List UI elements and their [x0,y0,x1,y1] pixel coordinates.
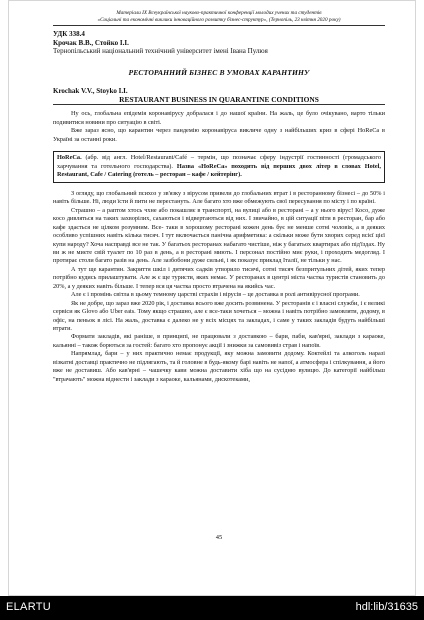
handle-identifier: hdl:lib/31635 [355,601,418,613]
article-title-ua: РЕСТОРАННИЙ БІЗНЕС В УМОВАХ КАРАНТИНУ [128,67,310,77]
conference-header-line: Матеріали ІХ Всеукраїнської науково-практичної конференції молодих учених та студентів [116,10,322,16]
paragraph: А тут ще карантин. Закриття шкіл і дитячих садків утворило тисячі, сотні тисяч безпритульних дітей, яких тепер потрібно кудись прилаштувати. Але ж є ще туристи, яких немає. У ресторанах в центрі міста частка туристів становить до 20%, а у деяких навіть більше. І тепер вся ця частка просто втрачена на якийсь час. [53,265,385,290]
authors-ua: Крочак В.В., Стойко І.І. [53,38,129,47]
paragraph: Ну ось, глобальна епідемія коронавірусу добралася і до нашої країни. На жаль, це було очікувано, варто тільки подивитися новини про ситуацію в світі. [53,110,385,126]
box-name-origin: Назва «HoReCa» походить від перших двох літер в словах Hotel, Restaurant, Cafe / Catering (готель – ресторан – кафе / кейтерінг). [57,162,381,179]
article-title-en: RESTAURANT BUSINESS IN QUARANTINE CONDITIONS [53,95,385,105]
affiliation: Тернопільський національний технічний університет імені Івана Пулюя [53,47,268,56]
udk-code: УДК 338.4 [53,30,85,39]
box-definition: (абр. від англ. Hotel/Restaurant/Café – термін, що позначає сферу індустрії гостинності (громадського харчування та готельного господарства). [57,154,381,170]
paragraph: Формати закладів, які раніше, в принципі, не працювали з доставкою – бари, паби, кав'ярні, заклади з караоке, кальянні – також борються за гостей: багато хто пропонує акції і знижки за самовивіз страв і напоїв. [53,333,385,349]
conference-header [53,10,385,26]
horeca-definition-box [53,151,385,183]
paragraph: Вже зараз ясно, що карантин через пандемію коронавіруса викличе одну з найбільших криз в сфері HoReCa в Україні за останні роки. [53,127,385,143]
repository-name: ELARTU [6,601,51,613]
conference-header-line: «Соціальні та економічні виклики інноваційного розвитку бізнес-структур», (Тернопіль, 23 квітня 2020 року) [97,16,341,23]
paragraph: Напрямлад, бари – у них практично немає продукції, яку можна замовити додому. Коктейлі та алкоголь наразі візкатні доставці практично не підлягають, та й головне в будь-якому барі навіть не напої, а атмосфера і спілкування, а його вже не доставиш. Або кав'ярні – чашечку кави можна доставити хіба що на сусідню вулицю. До категорії найбільш "втрачають" можна віднести і заклади з караоке, кальянами, дискотеками, [53,350,385,383]
page-number: 45 [215,534,223,541]
page-sheet [8,0,416,596]
paragraph: З огляду, що глобальний психоз у зв'язку з вірусом привели до глобальних втрат і в ресторанному бізнесі – до 50% і навіть більше. Ні, люди їсти й пити не перестануть. Але багато хто вже обмежують свої пересування по місту і по країні. [53,189,385,206]
authors-en: Krochak V.V., Stoyko I.I. [53,86,128,95]
paragraph: Але є і промінь світла в цьому темному царстві страхів і вірусів – це доставка в ролі антивірусної програми. [71,291,360,299]
paragraph: Страшно – а раптом хтось чхне або покашляє в транспорті, на вулиці або в ресторані – а у нього вірус! Косо, дуже косо дивляться на таких захворілих, сахаються і відвертаються від них. І звичайно, в цій ситуації піти в ресторан, бар або кафе здається не цілком розумним. Все- таки в хорошому ресторані кожен день бує не менше сотні чоловік, а в деяких особливо успішних навіть кілька тисяч. І тут включається панічна арифметика: а скільки може бути хворих серед всієї цієї купи народу? Хоча насправді все не так. У багатьох ресторанах набагато чистіше, ніж у багатьох квартирах або під'їздах. Ну ви ж не миєте свій туалет по 10 раз в день, а в ресторані миють. І персонал постійно миє руки, і проходить медогляд. І протирає столи багато разів на день. Але зазбобони дуже сильні, і як показує приклад Італії, не тільки у нас. [53,206,385,265]
page-content [53,1,385,597]
repository-footer-bar [0,596,424,620]
paragraph: Як не добре, що зараз вже 2020 рік, і доставка всього вже досить розвинена. У ресторанів є і власні служби, і є великі сервіси як Glovo або Uber eats. Тому якщо страшно, але є все-таки хочеться – можна і навіть потрібно замовляти, додому, в офіс, на пеньок в лісі. На жаль, доставка є далеко не у всіх місцях та закладах, і саме у таких закладів будуть найбільші втрати. [53,299,385,333]
box-term: HoReCa. [57,154,82,161]
